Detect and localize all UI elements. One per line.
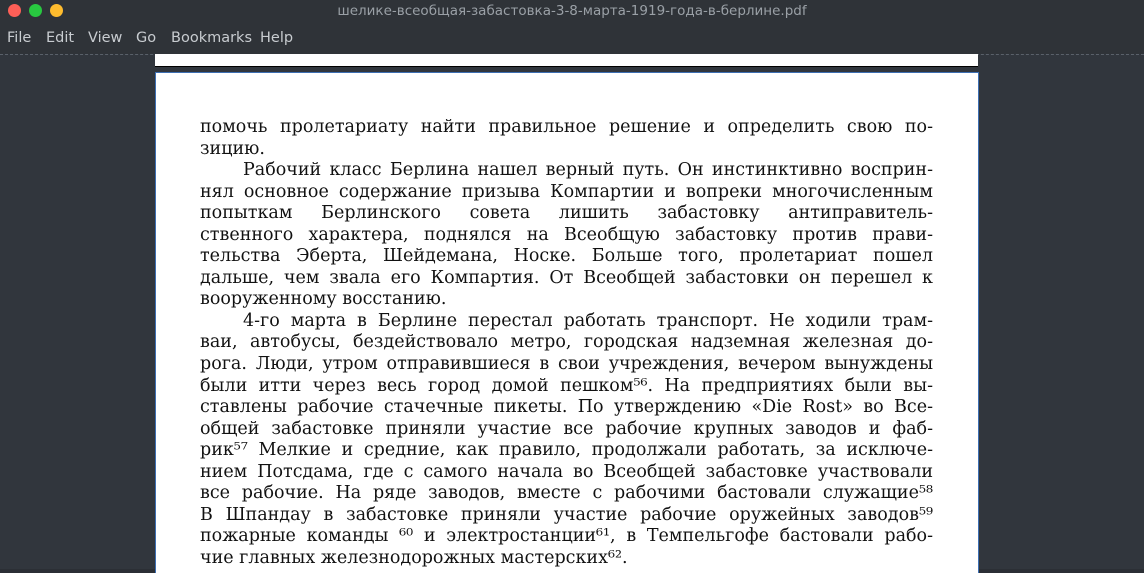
text-line: ваи, автобусы, бездействовало метро, городская надземная железная до- [200, 332, 933, 353]
text-line: нял основное содержание призыва Компартии и вопреки многочисленным [200, 181, 933, 202]
menu-help[interactable]: Help [260, 30, 294, 46]
window-title: шелике-всеобщая-забастовка-3-8-марта-1919-года-в-берлине.pdf [337, 3, 807, 19]
text-line: рик⁵⁷ Мелкие и средние, как правило, продолжали работать, за исключе- [200, 440, 933, 461]
text-line: были итти через весь город домой пешком⁵⁶. На предприятиях были вы- [200, 375, 933, 396]
title-bar [0, 0, 1144, 24]
text-line: все рабочие. На ряде заводов, вместе с рабочими бастовали служащие⁵⁸ [200, 483, 933, 504]
page-text [200, 117, 933, 569]
text-line: дальше, чем звала его Компартия. От Всеобщей забастовки он перешел к [200, 267, 933, 288]
menu-bar [0, 24, 1144, 54]
document-viewer[interactable] [0, 54, 1144, 569]
text-line: 4-го марта в Берлине перестал работать транспорт. Не ходили трам- [243, 310, 933, 331]
menu-file[interactable]: File [7, 30, 32, 46]
menu-go[interactable]: Go [136, 30, 157, 46]
text-line: тельства Эберта, Шейдемана, Носке. Больше того, пролетариат пошел [200, 246, 933, 267]
menu-edit[interactable]: Edit [46, 30, 75, 46]
text-line: чие главных железнодорожных мастерских⁶². [200, 547, 628, 568]
menu-view[interactable]: View [88, 30, 123, 46]
text-line: ставлены рабочие стачечные пикеты. По утверждению «Die Rost» во Все- [200, 397, 933, 418]
text-line: Рабочий класс Берлина нашел верный путь. Он инстинктивно восприн- [243, 160, 933, 181]
menu-bookmarks[interactable]: Bookmarks [171, 30, 253, 46]
pdf-page [155, 72, 979, 573]
text-line: общей забастовке приняли участие все рабочие крупных заводов и фаб- [200, 418, 933, 439]
text-line: вооруженному восстанию. [200, 289, 447, 310]
text-line: зицию. [200, 138, 265, 159]
previous-page-bottom [155, 54, 978, 67]
text-line: нием Потсдама, где с самого начала во Всеобщей забастовке участвовали [200, 461, 933, 482]
text-line: пожарные команды ⁶⁰ и электростанции⁶¹, в Темпельгофе бастовали рабо- [200, 526, 933, 547]
text-line: помочь пролетариату найти правильное решение и определить свою по- [200, 117, 933, 137]
text-line: рога. Люди, утром отправившиеся в свои учреждения, вечером вынуждены [200, 354, 933, 375]
text-line: попыткам Берлинского совета лишить забастовку антиправитель- [200, 203, 933, 224]
text-line: ственного характера, поднялся на Всеобщую забастовку против прави- [200, 224, 933, 245]
text-line: В Шпандау в забастовке приняли участие рабочие оружейных заводов⁵⁹ [200, 504, 933, 525]
